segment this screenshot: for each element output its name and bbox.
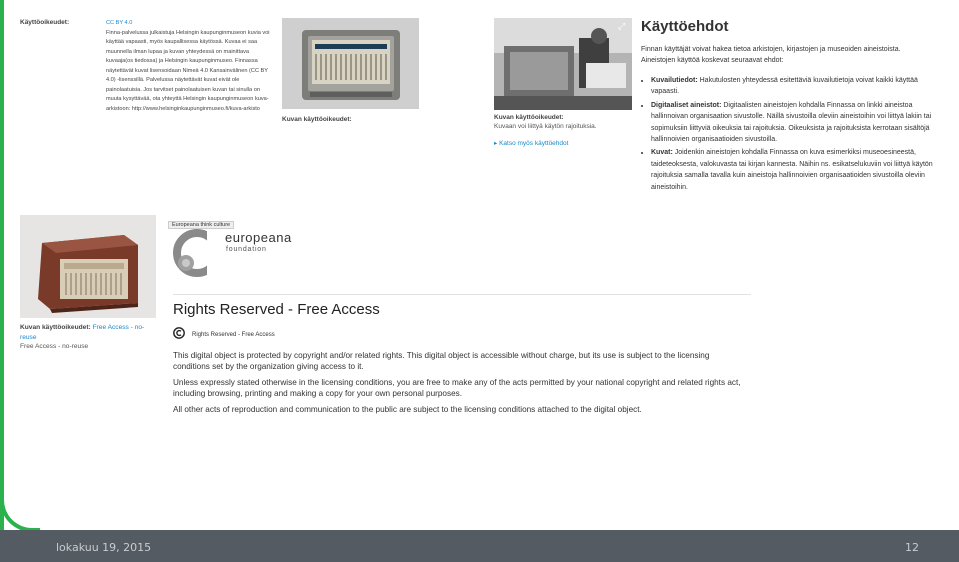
terms-list [641,75,943,195]
block1-description: Finna-palvelussa julkaistuja Helsingin kaupunginmuseon kuvia voi käyttää vapaasti, myös kaupallisessa käytössä. Kuvaa ei saa muunnella ilman lupaa ja kuvan yhteydessä on mainittava kuvaaja(os tiedossa) ja Helsingin kaupunginmuseo. Finnassa näytettävät kuvat lisensoidaan Nimeä 4.0 Kansainvälinen (CC BY 4.0) -lisenssillä. Palvelussa näytettävät kuvat eivät ole painolaatuisia. Jos tarvitset painolaatuisen kuvan tai sinulla on muuta kysyttävää, ota yhteyttä Helsingin kaupunginmuseon kuva-arkistoon: http://www.helsinginkaupunginmuseo.fi/kuva-arkisto [106,29,270,112]
terms-item-term: Kuvailutiedot: [651,77,698,84]
terms-link[interactable] [494,139,568,147]
slide-edge-curve [0,500,40,532]
bw-photo-image[interactable] [494,18,632,110]
block4-caption-link[interactable]: Free Access - no-reuse [20,324,145,341]
europeana-tooltip: Europeana think culture [168,221,234,229]
divider [173,294,751,295]
terms-item [651,100,943,146]
block1-license-text [106,19,271,114]
footer-page-number: 12 [905,541,919,554]
europeana-foundation: foundation [226,246,267,253]
terms-title: Käyttöehdot [641,18,729,35]
terms-link-label[interactable]: Katso myös käyttöehdot [499,140,569,147]
block2-caption: Kuvan käyttöoikeudet: [282,116,352,123]
terms-item-text: Joidenkin aineistojen kohdalla Finnassa on kuva esimerkiksi museoesineestä, taideteoksesta, valokuvasta tai kirjan kannesta. Näihin ns. esikatselukuviin voi liittyä käytön rajoituksia samalla tavalla kuin aineistoja hallinnoivien organisaatioiden sivustoilla oleviin aineistoihin. [651,149,933,191]
rights-paragraph-1: This digital object is protected by copyright and/or related rights. This digital object is accessible without charge, but its use is subject to the licensing conditions set by the organization giving access to it. [173,351,710,371]
slide-footer [0,530,959,562]
copyright-icon [173,327,185,339]
block3-caption-text: Kuvaan voi liittyä käytön rajoituksia. [494,122,597,130]
block4-caption [20,323,160,352]
terms-item-term: Digitaaliset aineistot: [651,101,722,109]
rights-cc-label: Rights Reserved - Free Access [192,332,275,338]
block3-caption [494,114,597,131]
europeana-logo-icon [173,229,225,277]
rights-paragraph-2: Unless expressly stated otherwise in the licensing conditions, you are free to make any of the acts permitted by your national copyright and related rights act, including browsing, printing and making a copy for your own personal purposes. [173,378,741,398]
radio-image-brown[interactable] [20,215,156,318]
rights-title: Rights Reserved - Free Access [173,301,380,318]
radio-image-gray[interactable] [282,18,419,109]
rights-paragraph-3: All other acts of reproduction and communication to the public are subject to the licensing conditions attached to the digital object. [173,405,642,414]
terms-item-term: Kuvat: [651,149,673,157]
block1-label: Käyttöoikeudet: [20,19,70,26]
block4-caption-label: Kuvan käyttöoikeudet: [20,324,91,331]
block1-license-link[interactable]: CC BY 4.0 [106,20,133,26]
terms-item-text: Hakutulosten yhteydessä esitettäviä kuvailutietoja voivat kaikki käyttää vapaasti. [651,77,918,96]
terms-item [651,75,943,98]
slide-edge-accent [0,0,4,530]
terms-item [651,147,943,193]
triangle-right-icon: ▸ [494,140,498,147]
terms-intro: Finnan käyttäjät voivat hakea tietoa arkistojen, kirjastojen ja museoiden aineistoista. Aineistojen käyttöä koskevat seuraavat ehdot: [641,46,901,64]
footer-date: lokakuu 19, 2015 [56,541,152,554]
terms-item-text: Digitaalisten aineistojen kohdalla Finnassa on linkki aineistoa hallinnoivan organisaation sivustolle. Näillä sivustoilla oleviin aineistoihin voi liittyä lakiin tai sopimuksiin liittyviä oikeuksia tai rajoituksia. Oikeuksista ja rajoituksista kerrotaan sisältöjä hallinnoivien organisaatioiden sivustoilla. [651,101,932,144]
europeana-name: europeana [225,230,292,245]
block3-caption-label: Kuvan käyttöoikeudet: [494,114,564,121]
block4-caption-text: Free Access - no-reuse [20,343,89,350]
expand-icon[interactable]: ⤢ [618,21,626,31]
